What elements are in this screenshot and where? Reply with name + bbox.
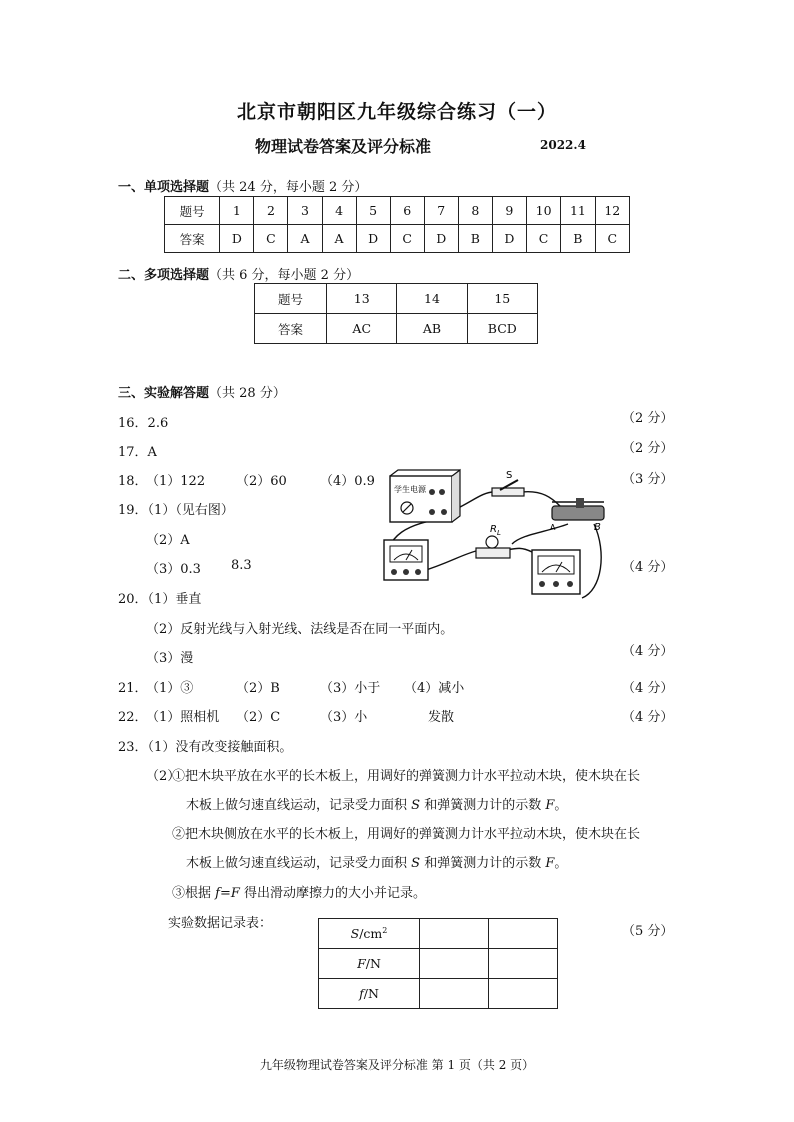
- answer-cell: AC: [327, 314, 397, 344]
- q19-part3-value: 8.3: [231, 558, 252, 573]
- question-number-cell: 2: [254, 197, 288, 225]
- answer-cell: A: [322, 225, 356, 253]
- question-number-cell: 1: [220, 197, 254, 225]
- q18-part4: （4）0.9: [320, 474, 375, 489]
- section3-title: 三、实验解答题: [118, 386, 210, 401]
- answer-cell: C: [526, 225, 560, 253]
- voltmeter: [384, 540, 428, 580]
- page-footer: 九年级物理试卷答案及评分标准 第 1 页（共 2 页）: [259, 1058, 535, 1072]
- section2-heading: [118, 264, 359, 283]
- answer-cell: D: [220, 225, 254, 253]
- q22-number: 22．: [118, 710, 148, 725]
- question-number-cell: 8: [458, 197, 492, 225]
- question-number-cell: 4: [322, 197, 356, 225]
- section1-title: 一、单项选择题: [118, 180, 210, 195]
- q20-score: （4 分）: [622, 644, 674, 659]
- q19-part3: （3）0.3: [146, 562, 201, 577]
- blank-cell: [489, 949, 558, 979]
- q23-part1: 23．（1）没有改变接触面积。: [118, 740, 293, 755]
- q21-part2: （2）B: [236, 681, 280, 696]
- q20-part3: （3）漫: [146, 651, 194, 666]
- blank-cell: [489, 979, 558, 1009]
- q21-score: （4 分）: [622, 681, 674, 696]
- question-number-cell: 3: [288, 197, 322, 225]
- switch: [492, 470, 524, 496]
- q18-part1: （1）122: [146, 474, 206, 489]
- q22-part3: （3）小: [320, 710, 368, 725]
- table-row: [165, 197, 630, 225]
- quantity-label: F/N: [319, 949, 420, 979]
- q23-step2-line2: 木板上做匀速直线运动，记录受力面积 S 和弹簧测力计的示数 F。: [186, 856, 568, 871]
- power-supply: [390, 470, 460, 522]
- q23-step3: ③根据 f=F 得出滑动摩擦力的大小并记录。: [172, 886, 427, 901]
- rheostat-terminal-a: A: [550, 523, 556, 532]
- lamp: [476, 524, 510, 558]
- q18-score: （3 分）: [622, 472, 674, 487]
- q19-part1: 19．（1）（见右图）: [118, 503, 234, 518]
- q17-answer: 17．A: [118, 445, 157, 460]
- question-number-cell: 15: [467, 284, 537, 314]
- q22-score: （4 分）: [622, 710, 674, 725]
- blank-cell: [420, 919, 489, 949]
- answer-cell: B: [458, 225, 492, 253]
- table-row: [319, 919, 558, 949]
- question-number-cell: 9: [492, 197, 526, 225]
- answer-cell: D: [356, 225, 390, 253]
- quantity-label: f/N: [319, 979, 420, 1009]
- q22-part1: （1）照相机: [146, 710, 220, 725]
- q22-part2: （2）C: [236, 710, 281, 725]
- question-number-cell: 13: [327, 284, 397, 314]
- section2-note: （共 6 分，每小题 2 分）: [209, 268, 360, 283]
- q23-score: （5 分）: [622, 924, 674, 939]
- answer-cell: C: [254, 225, 288, 253]
- answer-cell: AB: [397, 314, 467, 344]
- page-subtitle: 物理试卷答案及评分标准: [255, 137, 432, 156]
- q23-part2-lead: （2）: [146, 769, 181, 784]
- q23-step1-line2: 木板上做匀速直线运动，记录受力面积 S 和弹簧测力计的示数 F。: [186, 798, 568, 813]
- blank-cell: [420, 979, 489, 1009]
- question-number-cell: 14: [397, 284, 467, 314]
- answer-cell: B: [561, 225, 595, 253]
- answer-cell: BCD: [467, 314, 537, 344]
- question-number-cell: 7: [424, 197, 458, 225]
- row-label-answer: 答案: [255, 314, 327, 344]
- question-number-cell: 11: [561, 197, 595, 225]
- blank-cell: [489, 919, 558, 949]
- question-number-cell: 12: [595, 197, 629, 225]
- q23-step2-line1: ②把木块侧放在水平的长木板上，用调好的弹簧测力计水平拉动木块，使木块在长: [172, 827, 641, 842]
- power-supply-label: 学生电源: [394, 485, 426, 494]
- table-row: [319, 979, 558, 1009]
- table-row: [319, 949, 558, 979]
- question-number-cell: 6: [390, 197, 424, 225]
- table-row: [255, 314, 538, 344]
- answer-cell: C: [390, 225, 424, 253]
- section2-title: 二、多项选择题: [118, 268, 210, 283]
- q20-part2: （2）反射光线与入射光线、法线是否在同一平面内。: [146, 622, 454, 637]
- table-row: [165, 225, 630, 253]
- answer-cell: A: [288, 225, 322, 253]
- page-title: 北京市朝阳区九年级综合练习（一）: [236, 101, 557, 123]
- row-label-number: 题号: [165, 197, 220, 225]
- switch-label: S: [506, 470, 513, 481]
- section3-heading: [118, 382, 286, 401]
- q23-step1-line1: ①把木块平放在水平的长木板上，用调好的弹簧测力计水平拉动木块，使木块在长: [172, 769, 641, 784]
- rheostat-terminal-b: B: [594, 522, 601, 533]
- table-row: [255, 284, 538, 314]
- row-label-number: 题号: [255, 284, 327, 314]
- q20-part1: 20．（1）垂直: [118, 592, 202, 607]
- multi-choice-answer-table: [254, 283, 538, 344]
- question-number-cell: 5: [356, 197, 390, 225]
- quantity-label: $S/cm^2$: [319, 919, 420, 949]
- q21-part1: （1）③: [146, 681, 194, 696]
- row-label-answer: 答案: [165, 225, 220, 253]
- exam-date: 2022.4: [540, 138, 586, 152]
- ammeter: [532, 550, 580, 594]
- q19-score: （4 分）: [622, 560, 674, 575]
- answer-cell: C: [595, 225, 629, 253]
- record-table: [318, 918, 558, 1009]
- q21-part4: （4）减小: [404, 681, 465, 696]
- q16-answer: 16．2.6: [118, 416, 169, 431]
- section3-note: （共 28 分）: [209, 386, 286, 401]
- circuit-diagram: [372, 462, 612, 612]
- answer-cell: D: [492, 225, 526, 253]
- question-number-cell: 10: [526, 197, 560, 225]
- single-choice-answer-table: [164, 196, 630, 253]
- q18-number: 18．: [118, 474, 148, 489]
- q16-score: （2 分）: [622, 411, 674, 426]
- blank-cell: [420, 949, 489, 979]
- q21-number: 21．: [118, 681, 148, 696]
- q18-part2: （2）60: [236, 474, 287, 489]
- lamp-label: $R_L$: [490, 524, 501, 537]
- q22-part3-extra: 发散: [428, 710, 455, 725]
- section1-note: （共 24 分，每小题 2 分）: [209, 180, 368, 195]
- q23-table-caption: 实验数据记录表：: [168, 916, 273, 931]
- q17-score: （2 分）: [622, 441, 674, 456]
- section1-heading: [118, 176, 367, 195]
- answer-cell: D: [424, 225, 458, 253]
- q21-part3: （3）小于: [320, 681, 381, 696]
- q19-part2: （2）A: [146, 533, 190, 548]
